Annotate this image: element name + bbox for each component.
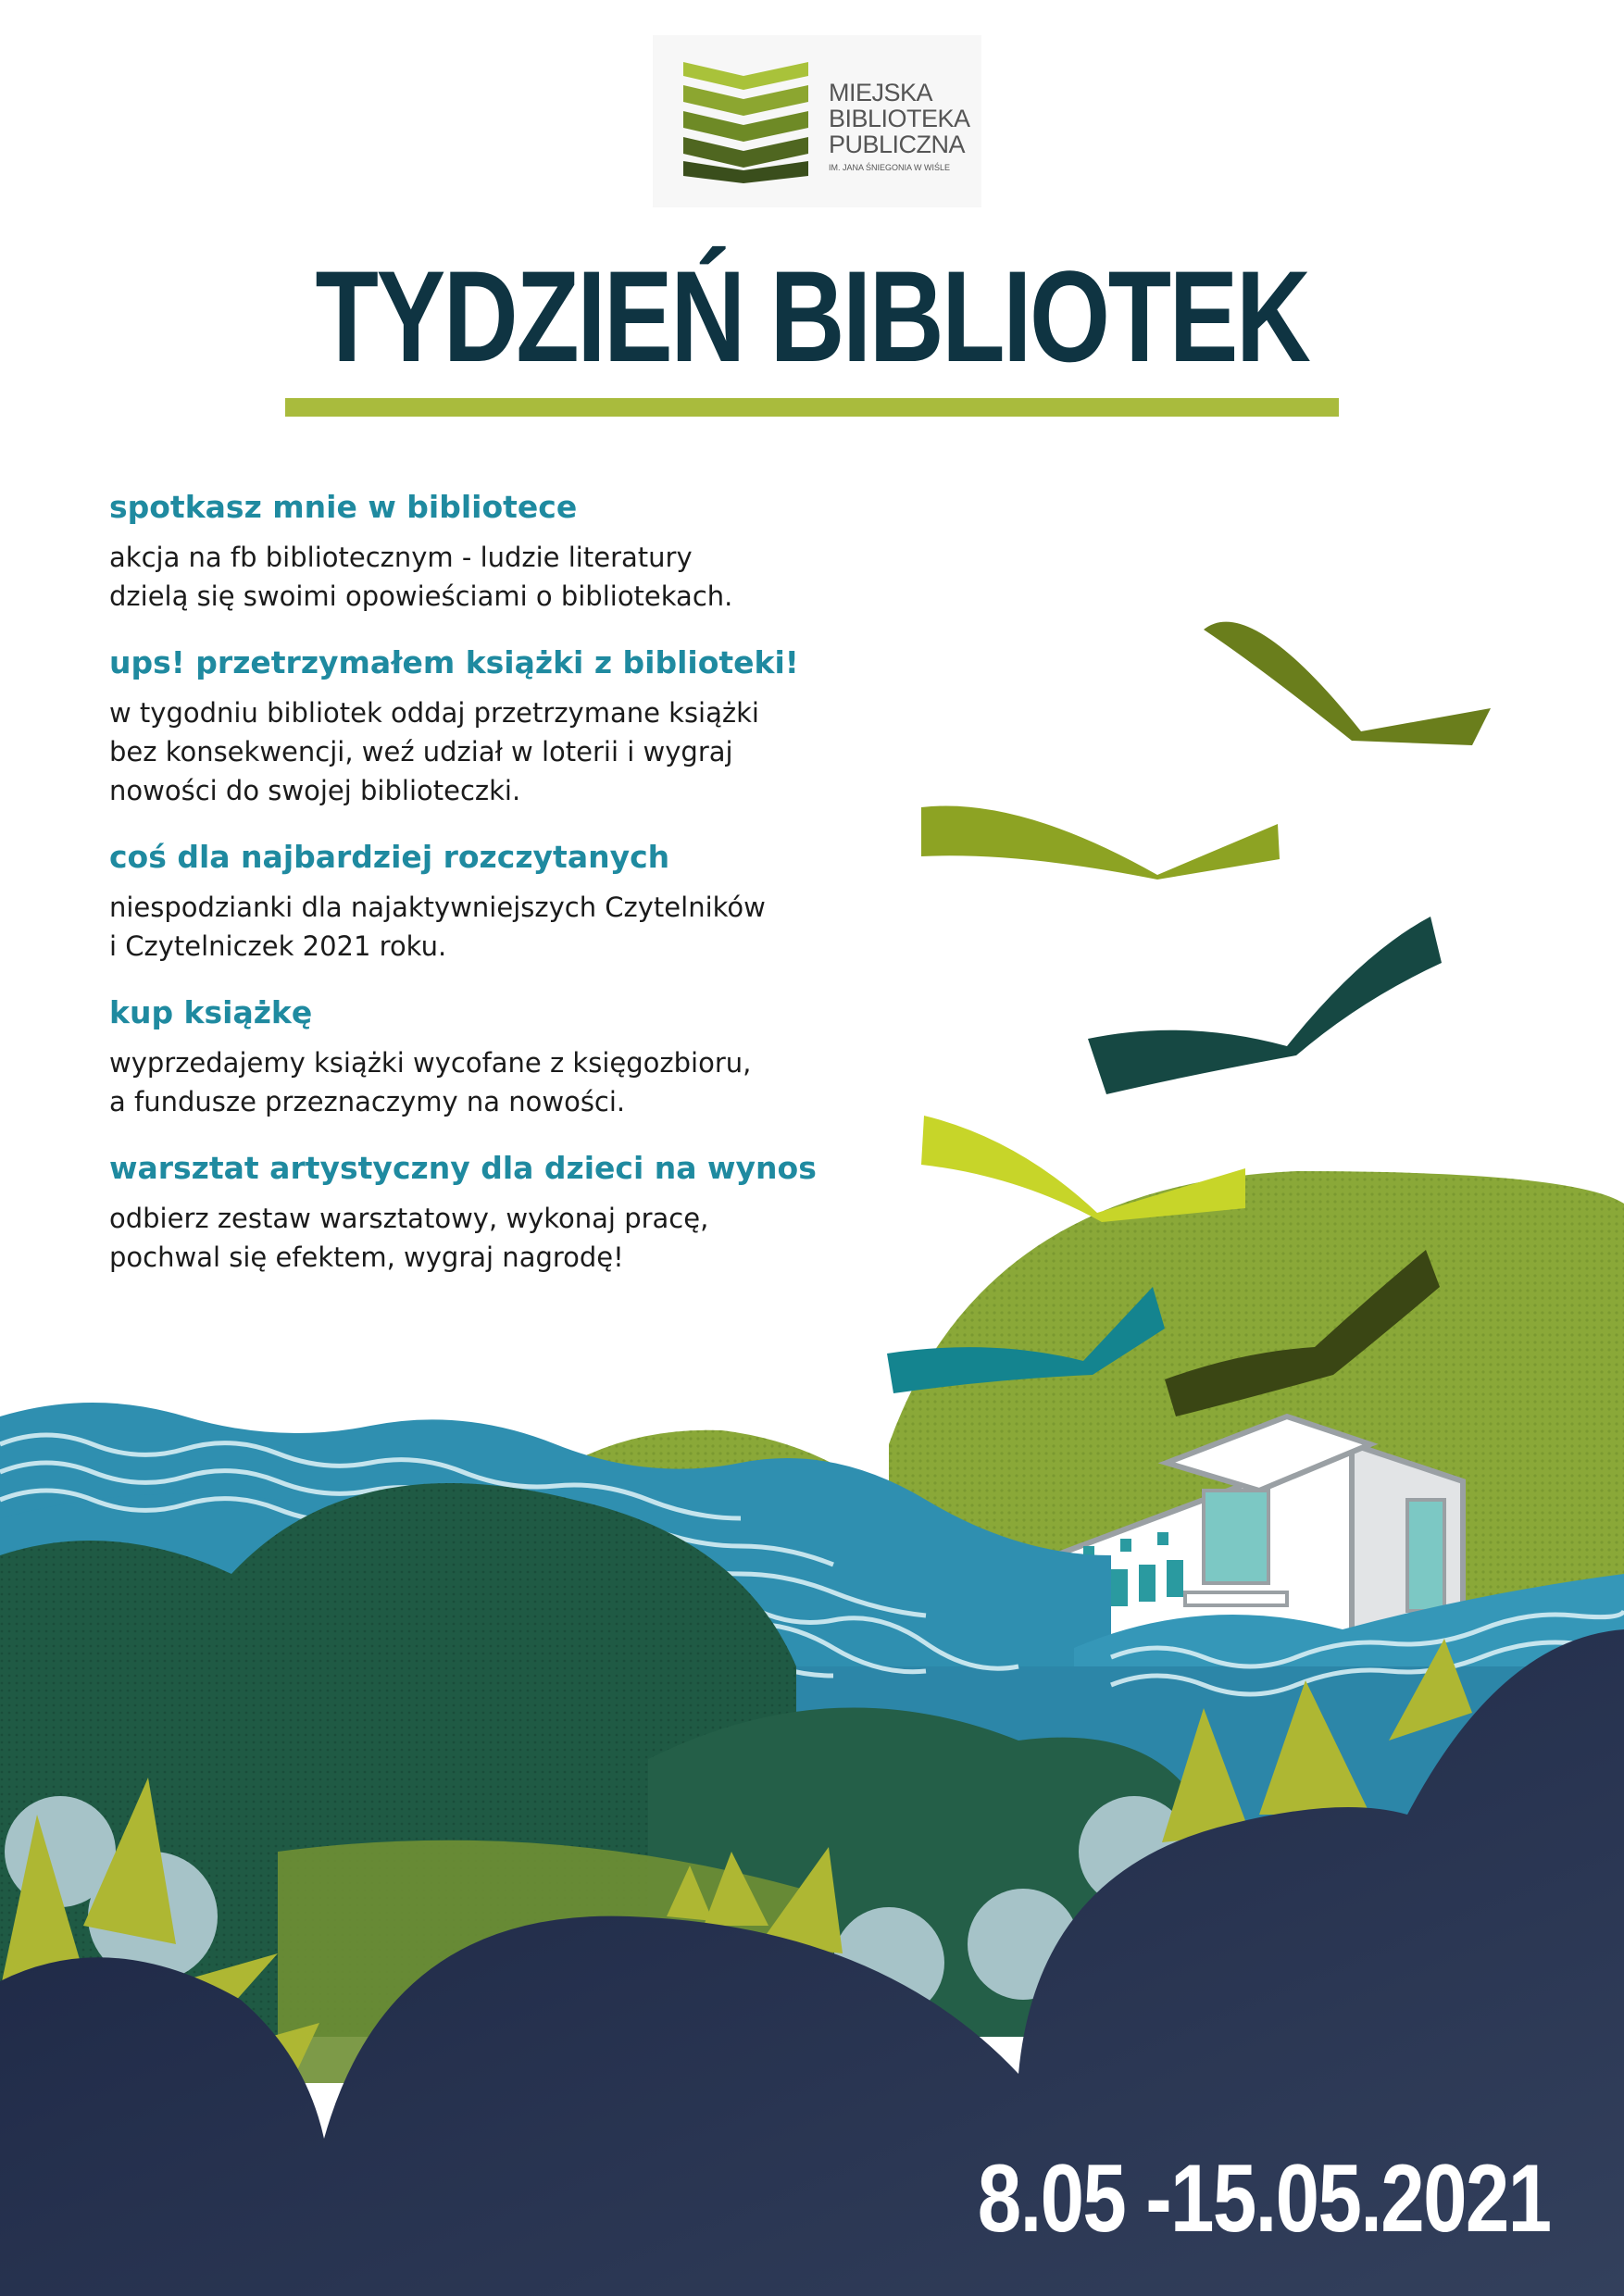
event-item — [109, 836, 896, 966]
title-underline — [285, 398, 1339, 417]
event-heading: spotkasz mnie w bibliotece — [109, 489, 578, 525]
event-item — [109, 642, 896, 810]
event-heading: kup książkę — [109, 994, 313, 1030]
description-line: dzielą się swoimi opowieściami o bibliotekach. — [109, 580, 733, 612]
event-list — [109, 486, 896, 1303]
event-item — [109, 1147, 896, 1277]
logo-line-3: PUBLICZNA — [829, 131, 966, 158]
event-description — [109, 888, 896, 966]
library-logo — [653, 35, 981, 207]
event-heading: coś dla najbardziej rozczytanych — [109, 839, 670, 875]
description-line: nowości do swojej biblioteczki. — [109, 775, 521, 806]
description-line: wyprzedajemy książki wycofane z księgozbioru, — [109, 1047, 752, 1079]
event-item — [109, 486, 896, 616]
logo-subline: IM. JANA ŚNIEGONIA W WIŚLE — [829, 163, 951, 172]
event-description — [109, 1043, 896, 1121]
logo-line-2: BIBLIOTEKA — [829, 105, 970, 132]
description-line: w tygodniu bibliotek oddaj przetrzymane książki — [109, 697, 759, 729]
description-line: pochwal się efektem, wygraj nagrodę! — [109, 1242, 624, 1273]
event-item — [109, 992, 896, 1121]
event-description — [109, 693, 896, 810]
description-line: niespodzianki dla najaktywniejszych Czytelników — [109, 892, 766, 923]
event-description — [109, 538, 896, 616]
description-line: a fundusze przeznaczymy na nowości. — [109, 1086, 626, 1117]
description-line: bez konsekwencji, weź udział w loterii i wygraj — [109, 736, 733, 767]
event-heading: ups! przetrzymałem książki z biblioteki! — [109, 644, 799, 680]
logo-line-1: MIEJSKA — [829, 79, 933, 106]
book-stack-icon — [679, 57, 818, 187]
event-dates: 8.05 -15.05.2021 — [977, 2145, 1550, 2252]
page-title: TYDZIEŃ BIBLIOTEK — [315, 243, 1309, 389]
description-line: odbierz zestaw warsztatowy, wykonaj pracę, — [109, 1203, 709, 1234]
event-heading: warsztat artystyczny dla dzieci na wynos — [109, 1150, 817, 1186]
description-line: akcja na fb bibliotecznym - ludzie literatury — [109, 542, 693, 573]
event-description — [109, 1199, 896, 1277]
description-line: i Czytelniczek 2021 roku. — [109, 930, 447, 962]
